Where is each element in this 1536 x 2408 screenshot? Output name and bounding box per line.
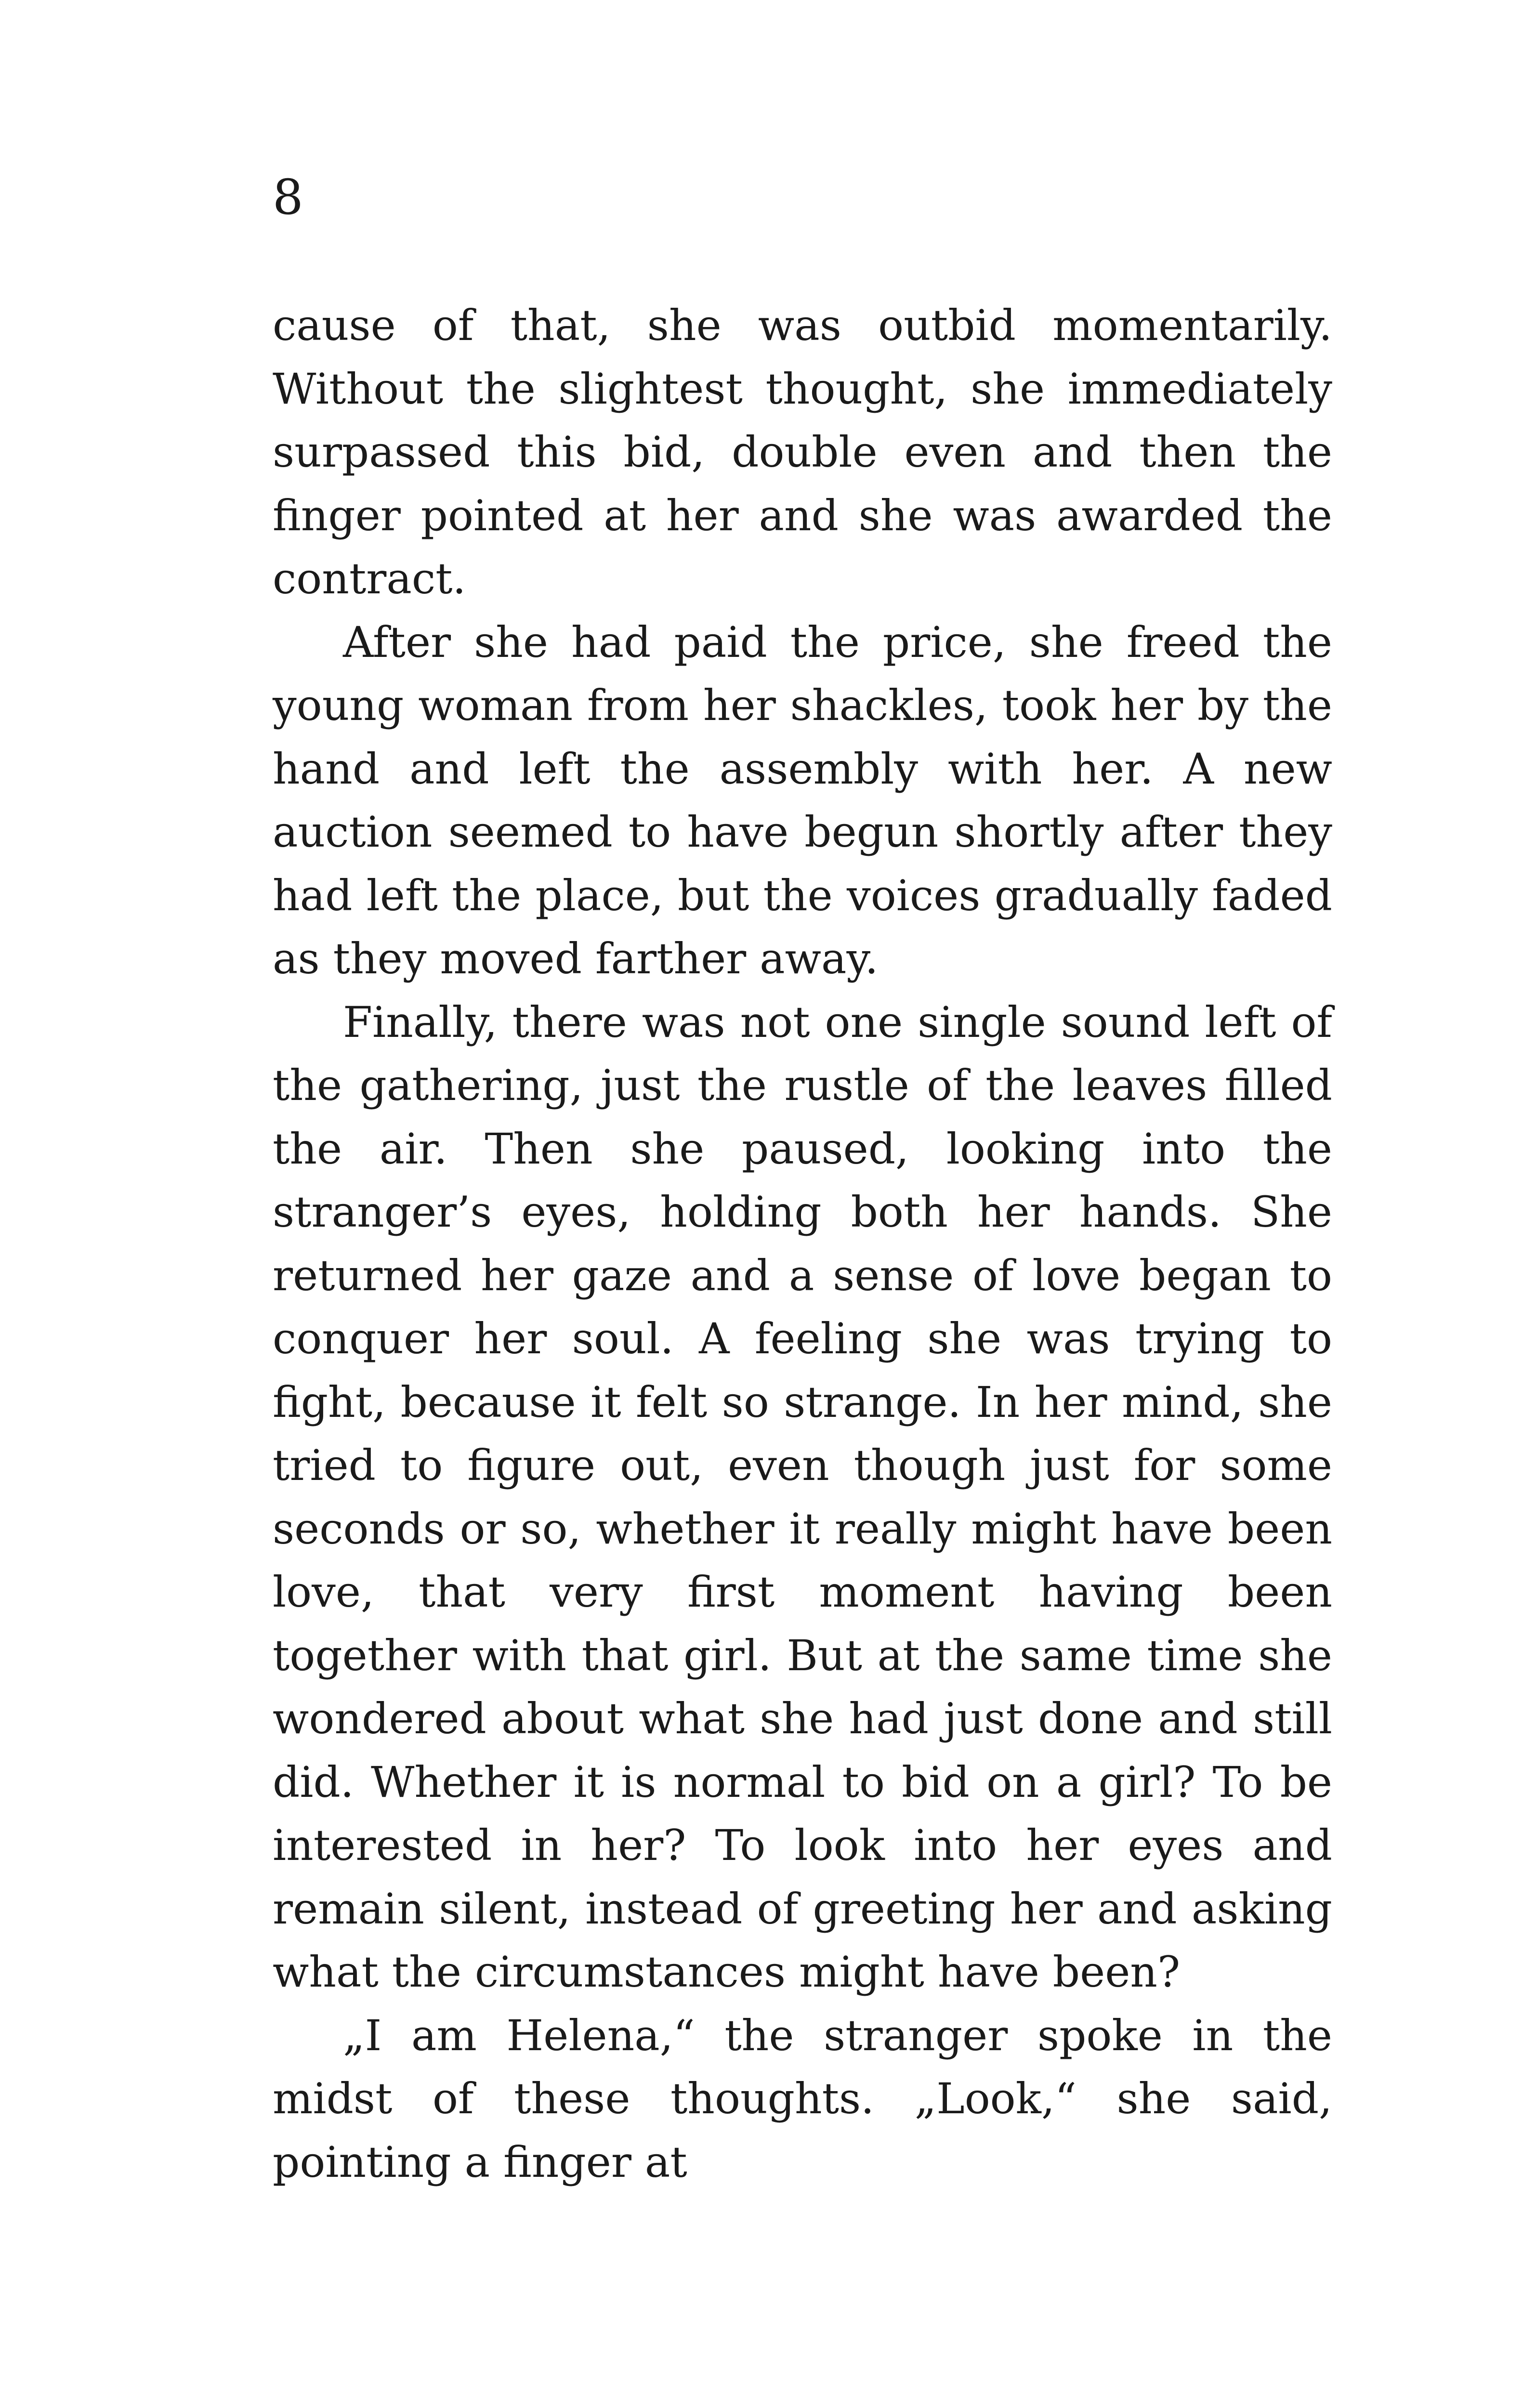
body-text (273, 294, 1332, 2194)
paragraph-1: cause of that, she was outbid momentarily. Without the slightest thought, she immediately surpassed this bid, double even and then the finger pointed at her and she was awarded the contract. (273, 301, 1332, 603)
paragraph-3: Finally, there was not one single sound left of the gathering, just the rustle of the leaves filled the air. Then she paused, looking into the stranger’s eyes, holding both her hands. She returned her gaze and a sense of love began to conquer her soul. A feeling she was trying to fight, because it felt so strange. In her mind, she tried to figure out, even though just for some seconds or so, whether it really might have been love, that very first moment having been together with that girl. But at the same time she wondered about what she had just done and still did. Whether it is normal to bid on a girl? To be interested in her? To look into her eyes and remain silent, instead of greeting her and asking what the circumstances might have been? (273, 997, 1332, 1997)
paragraph-2: After she had paid the price, she freed the young woman from her shackles, took her by the hand and left the assembly with her. A new auction seemed to have begun shortly after they had left the place, but the voices gradually faded as they moved farther away. (273, 617, 1332, 983)
page-number: 8 (273, 169, 303, 225)
paragraph-4: „I am Helena,“ the stranger spoke in the midst of these thoughts. „Look,“ she said, pointing a finger at (273, 2010, 1332, 2187)
